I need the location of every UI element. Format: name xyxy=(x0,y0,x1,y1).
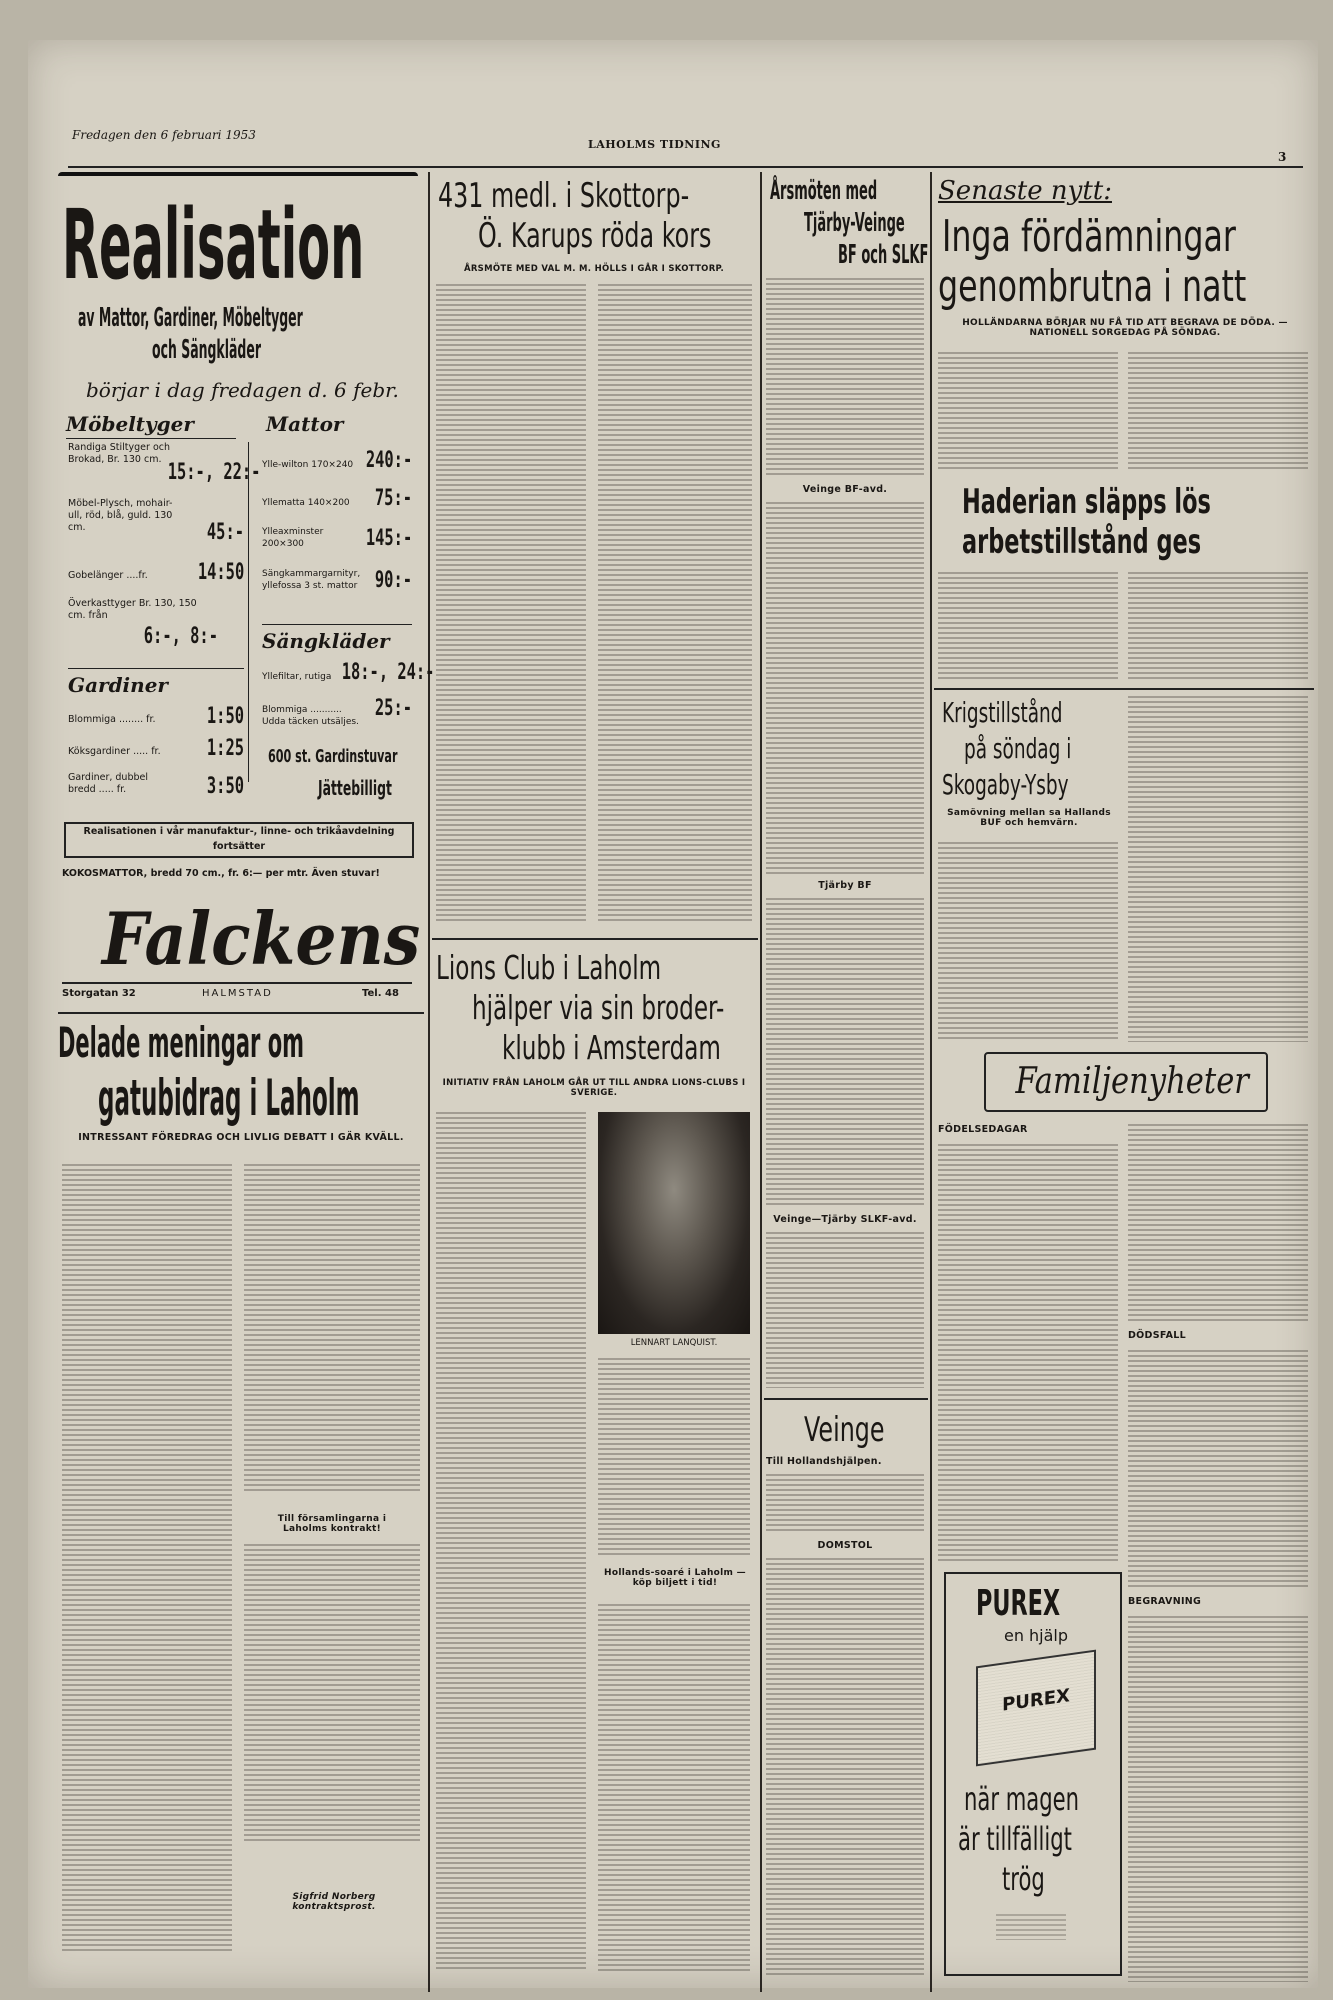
masthead-small: LAHOLMS TIDNING xyxy=(588,138,721,151)
krig-text-2 xyxy=(1128,696,1308,1042)
section-rule xyxy=(432,938,758,940)
item-label: Gobelänger ....fr. xyxy=(68,570,148,581)
item-price: 6:-, 8:- xyxy=(143,624,218,649)
price-row xyxy=(262,448,412,478)
price-row xyxy=(68,766,248,806)
realisation-ad xyxy=(56,172,435,1010)
familj-banner xyxy=(984,1052,1268,1112)
item-price: 15:-, 22:- xyxy=(167,460,261,485)
forsamling-title: Till församlingarna i Laholms kontrakt! xyxy=(277,1514,387,1534)
dodsfall-head: DÖDSFALL xyxy=(1128,1330,1186,1341)
header-rule xyxy=(68,166,1303,168)
item-label: Ylle-wilton 170×240 xyxy=(262,460,354,470)
krig-text-1 xyxy=(938,842,1118,1042)
price-row xyxy=(68,704,244,730)
item-price: 1:50 xyxy=(206,704,244,729)
purex-box-image xyxy=(976,1650,1096,1767)
senaste-label: Senaste nytt: xyxy=(938,176,1112,206)
arsmoten-text-3 xyxy=(766,898,924,1208)
karups-headline-1: 431 medl. i Skottorp- xyxy=(438,176,690,216)
newspaper-page xyxy=(28,40,1318,1988)
mattor-list xyxy=(262,442,435,742)
lions-headline-1: Lions Club i Laholm xyxy=(436,948,662,987)
item-label: Överkasttyger Br. 130, 150 cm. från xyxy=(68,598,197,621)
price-row xyxy=(262,486,412,516)
arsmoten-text-2 xyxy=(766,502,924,874)
lions-headline-2: hjälper via sin broder- xyxy=(472,988,725,1027)
slkf-head: Veinge—Tjärby SLKF-avd. xyxy=(773,1214,917,1225)
item-label: Yllefiltar, rutiga xyxy=(262,672,332,682)
price-row xyxy=(68,598,244,654)
senaste-headline-2: genombrutna i natt xyxy=(938,261,1247,312)
purex-box-label: PUREX xyxy=(1002,1685,1070,1716)
karups-text-col-2 xyxy=(598,284,752,924)
delade-text-col-2 xyxy=(244,1164,420,1494)
price-row xyxy=(262,696,412,732)
realisation-subtitle-1: av Mattor, Gardiner, Möbeltyger xyxy=(78,303,303,333)
realisation-subtitle-2: och Sängkläder xyxy=(152,335,261,365)
delade-text-col-1 xyxy=(62,1164,232,1954)
delade-subhead: INTRESSANT FÖREDRAG OCH LIVLIG DEBATT I GÄR KVÄLL. xyxy=(78,1132,404,1143)
item-price: 45:- xyxy=(206,520,244,545)
holland-soare-head: Hollands-soaré i Laholm — köp biljett i tid! xyxy=(604,1568,746,1588)
column-rule-3 xyxy=(930,172,932,1992)
item-label: Randiga Stiltyger och Brokad, Br. 130 cm. xyxy=(68,442,171,465)
realisation-title: Realisation xyxy=(62,189,365,301)
karups-headline-2: Ö. Karups röda kors xyxy=(478,216,712,256)
page-number: 3 xyxy=(1278,150,1287,164)
purex-tag: en hjälp xyxy=(1003,1626,1069,1645)
falckens-tel: Tel. 48 xyxy=(362,988,399,999)
item-price: 1:25 xyxy=(206,736,244,761)
arsmoten-headline-2: Tjärby-Veinge xyxy=(804,208,905,238)
mattor-heading: Mattor xyxy=(266,412,344,436)
senaste-headline-1: Inga fördämningar xyxy=(942,211,1236,262)
section-rule xyxy=(934,688,1314,690)
item-price: 18:-, 24:- xyxy=(341,660,435,685)
price-row xyxy=(262,522,412,556)
price-row xyxy=(68,736,244,762)
item-price: 3:50 xyxy=(206,774,244,799)
begravning-text xyxy=(1128,1616,1308,1982)
price-row xyxy=(68,498,244,550)
senaste-column xyxy=(934,172,1314,1988)
lanquist-photo xyxy=(598,1112,750,1334)
item-price: 25:- xyxy=(374,696,412,721)
falckens-city: HALMSTAD xyxy=(202,988,273,999)
karups-subhead: ÅRSMÖTE MED VAL M. M. HÖLLS I GÅR I SKOTTORP. xyxy=(463,264,725,274)
haderian-headline-1: Haderian släpps lös xyxy=(962,482,1211,522)
section-rule xyxy=(764,1398,928,1400)
falckens-address: Storgatan 32 xyxy=(62,988,136,999)
haderian-text-1 xyxy=(938,572,1118,682)
falckens-logo-block xyxy=(62,896,421,1008)
column-rule-1 xyxy=(428,172,430,1992)
section-rule xyxy=(58,1012,424,1014)
krig-headline-1: Krigstillstånd xyxy=(942,696,1063,729)
sangklader-heading: Sängkläder xyxy=(262,624,412,657)
item-price: 90:- xyxy=(374,568,412,593)
dodsfall-text xyxy=(1128,1350,1308,1590)
lions-headline-3: klubb i Amsterdam xyxy=(502,1028,721,1067)
karups-text-col-1 xyxy=(436,284,586,924)
lions-article xyxy=(432,944,756,1988)
logo-rule xyxy=(62,982,412,984)
purex-slogan-2: är tillfälligt xyxy=(958,1820,1072,1858)
price-row xyxy=(262,564,412,598)
delade-article xyxy=(58,1018,424,1988)
lions-subhead: INITIATIV FRÅN LAHOLM GÅR UT TILL ANDRA LIONS-CLUBS I SVERIGE. xyxy=(442,1078,746,1098)
tjarby-bf-head: Tjärby BF xyxy=(818,880,872,891)
lions-text-col-3 xyxy=(598,1604,750,1972)
item-label: Möbel-Plysch, mohair-ull, röd, blå, guld. 130 cm. xyxy=(68,498,173,533)
lions-text-col-1 xyxy=(436,1112,586,1972)
veinge-holland-head: Till Hollandshjälpen. xyxy=(766,1456,882,1467)
issue-date: Fredagen den 6 februari 1953 xyxy=(72,128,256,142)
arsmoten-headline-1: Årsmöten med xyxy=(770,176,878,206)
item-label: Ylleaxminster 200×300 xyxy=(262,527,324,549)
item-label: Blommiga ........ fr. xyxy=(68,714,156,725)
item-label: Blommiga ........... Udda täcken utsäljes. xyxy=(262,705,359,727)
lions-text-col-2 xyxy=(598,1358,750,1558)
haderian-headline-2: arbetstillstånd ges xyxy=(962,522,1202,562)
forsamling-text xyxy=(244,1544,420,1844)
photo-caption: LENNART LANQUIST. xyxy=(630,1338,718,1348)
domstol-head: DOMSTOL xyxy=(817,1540,873,1551)
delade-headline-1: Delade meningar om xyxy=(58,1018,305,1067)
gardiner-heading: Gardiner xyxy=(68,668,244,701)
arsmoten-text-1 xyxy=(766,278,924,478)
mobeltyger-heading: Möbeltyger xyxy=(66,412,236,439)
item-price: 75:- xyxy=(374,486,412,511)
krig-headline-3: Skogaby-Ysby xyxy=(942,768,1069,801)
jattebilligt-label: Jättebilligt xyxy=(318,776,392,800)
delade-headline-2: gatubidrag i Laholm xyxy=(98,1069,360,1127)
purex-slogan-1: när magen xyxy=(964,1780,1080,1818)
item-label: Köksgardiner ..... fr. xyxy=(68,746,161,757)
item-price: 145:- xyxy=(365,526,412,551)
veinge-title: Veinge xyxy=(804,1410,885,1450)
senaste-text-2 xyxy=(1128,352,1308,472)
senaste-text-1 xyxy=(938,352,1118,472)
purex-brand: PUREX xyxy=(976,1583,1061,1624)
fodelse-head: FÖDELSEDAGAR xyxy=(938,1124,1028,1135)
haderian-text-2 xyxy=(1128,572,1308,682)
falckens-logo: Falckens xyxy=(102,896,421,981)
familj-text-2 xyxy=(1128,1124,1308,1324)
gardinstuvar-label: 600 st. Gardinstuvar xyxy=(268,746,398,767)
item-price: 240:- xyxy=(365,448,412,473)
purex-slogan-3: trög xyxy=(1002,1860,1045,1898)
purex-fineprint xyxy=(996,1914,1066,1940)
price-row xyxy=(68,560,244,590)
forsamling-signature: Sigfrid Norberg kontraktsprost. xyxy=(292,1892,376,1912)
realisation-footnote: Realisationen i vår manufaktur-, linne- och trikåavdelning fortsätter xyxy=(64,822,414,858)
karups-article xyxy=(432,172,756,934)
kokosmattor-note: KOKOSMATTOR, bredd 70 cm., fr. 6:— per mtr. Även stuvar! xyxy=(62,868,380,879)
price-row xyxy=(262,660,435,690)
item-price: 14:50 xyxy=(197,560,244,585)
veinge-text-1 xyxy=(766,1474,924,1534)
item-label: Yllematta 140×200 xyxy=(262,498,350,508)
fodelse-text xyxy=(938,1144,1118,1564)
familj-title: Familjenyheter xyxy=(1015,1061,1249,1102)
veinge-text-2 xyxy=(766,1558,924,1978)
krig-headline-2: på söndag i xyxy=(964,732,1072,765)
item-label: Gardiner, dubbel bredd ..... fr. xyxy=(68,772,148,795)
senaste-subhead: HOLLÄNDARNA BÖRJAR NU FÅ TID ATT BEGRAVA DE DÖDA. — NATIONELL SORGEDAG PÅ SÖNDAG. xyxy=(962,318,1288,338)
arsmoten-text-4 xyxy=(766,1232,924,1388)
veinge-article xyxy=(764,1404,926,1988)
veinge-bf-head: Veinge BF-avd. xyxy=(802,484,888,495)
column-rule-2 xyxy=(760,172,762,1992)
arsmoten-headline-3: BF och SLKF xyxy=(838,240,929,270)
item-label: Sängkammargarnityr, yllefossa 3 st. mattor xyxy=(262,569,361,591)
purex-ad xyxy=(944,1572,1122,1976)
forsamling-notice xyxy=(244,1500,420,1920)
realisation-start: börjar i dag fredagen d. 6 febr. xyxy=(86,378,399,402)
krig-subhead: Samövning mellan sa Hallands BUF och hemvärn. xyxy=(947,808,1111,828)
ad-arc xyxy=(58,172,418,176)
mobeltyger-list xyxy=(68,442,261,782)
begravning-head: BEGRAVNING xyxy=(1128,1596,1202,1607)
arsmoten-article xyxy=(764,172,929,1394)
price-row xyxy=(68,442,261,488)
